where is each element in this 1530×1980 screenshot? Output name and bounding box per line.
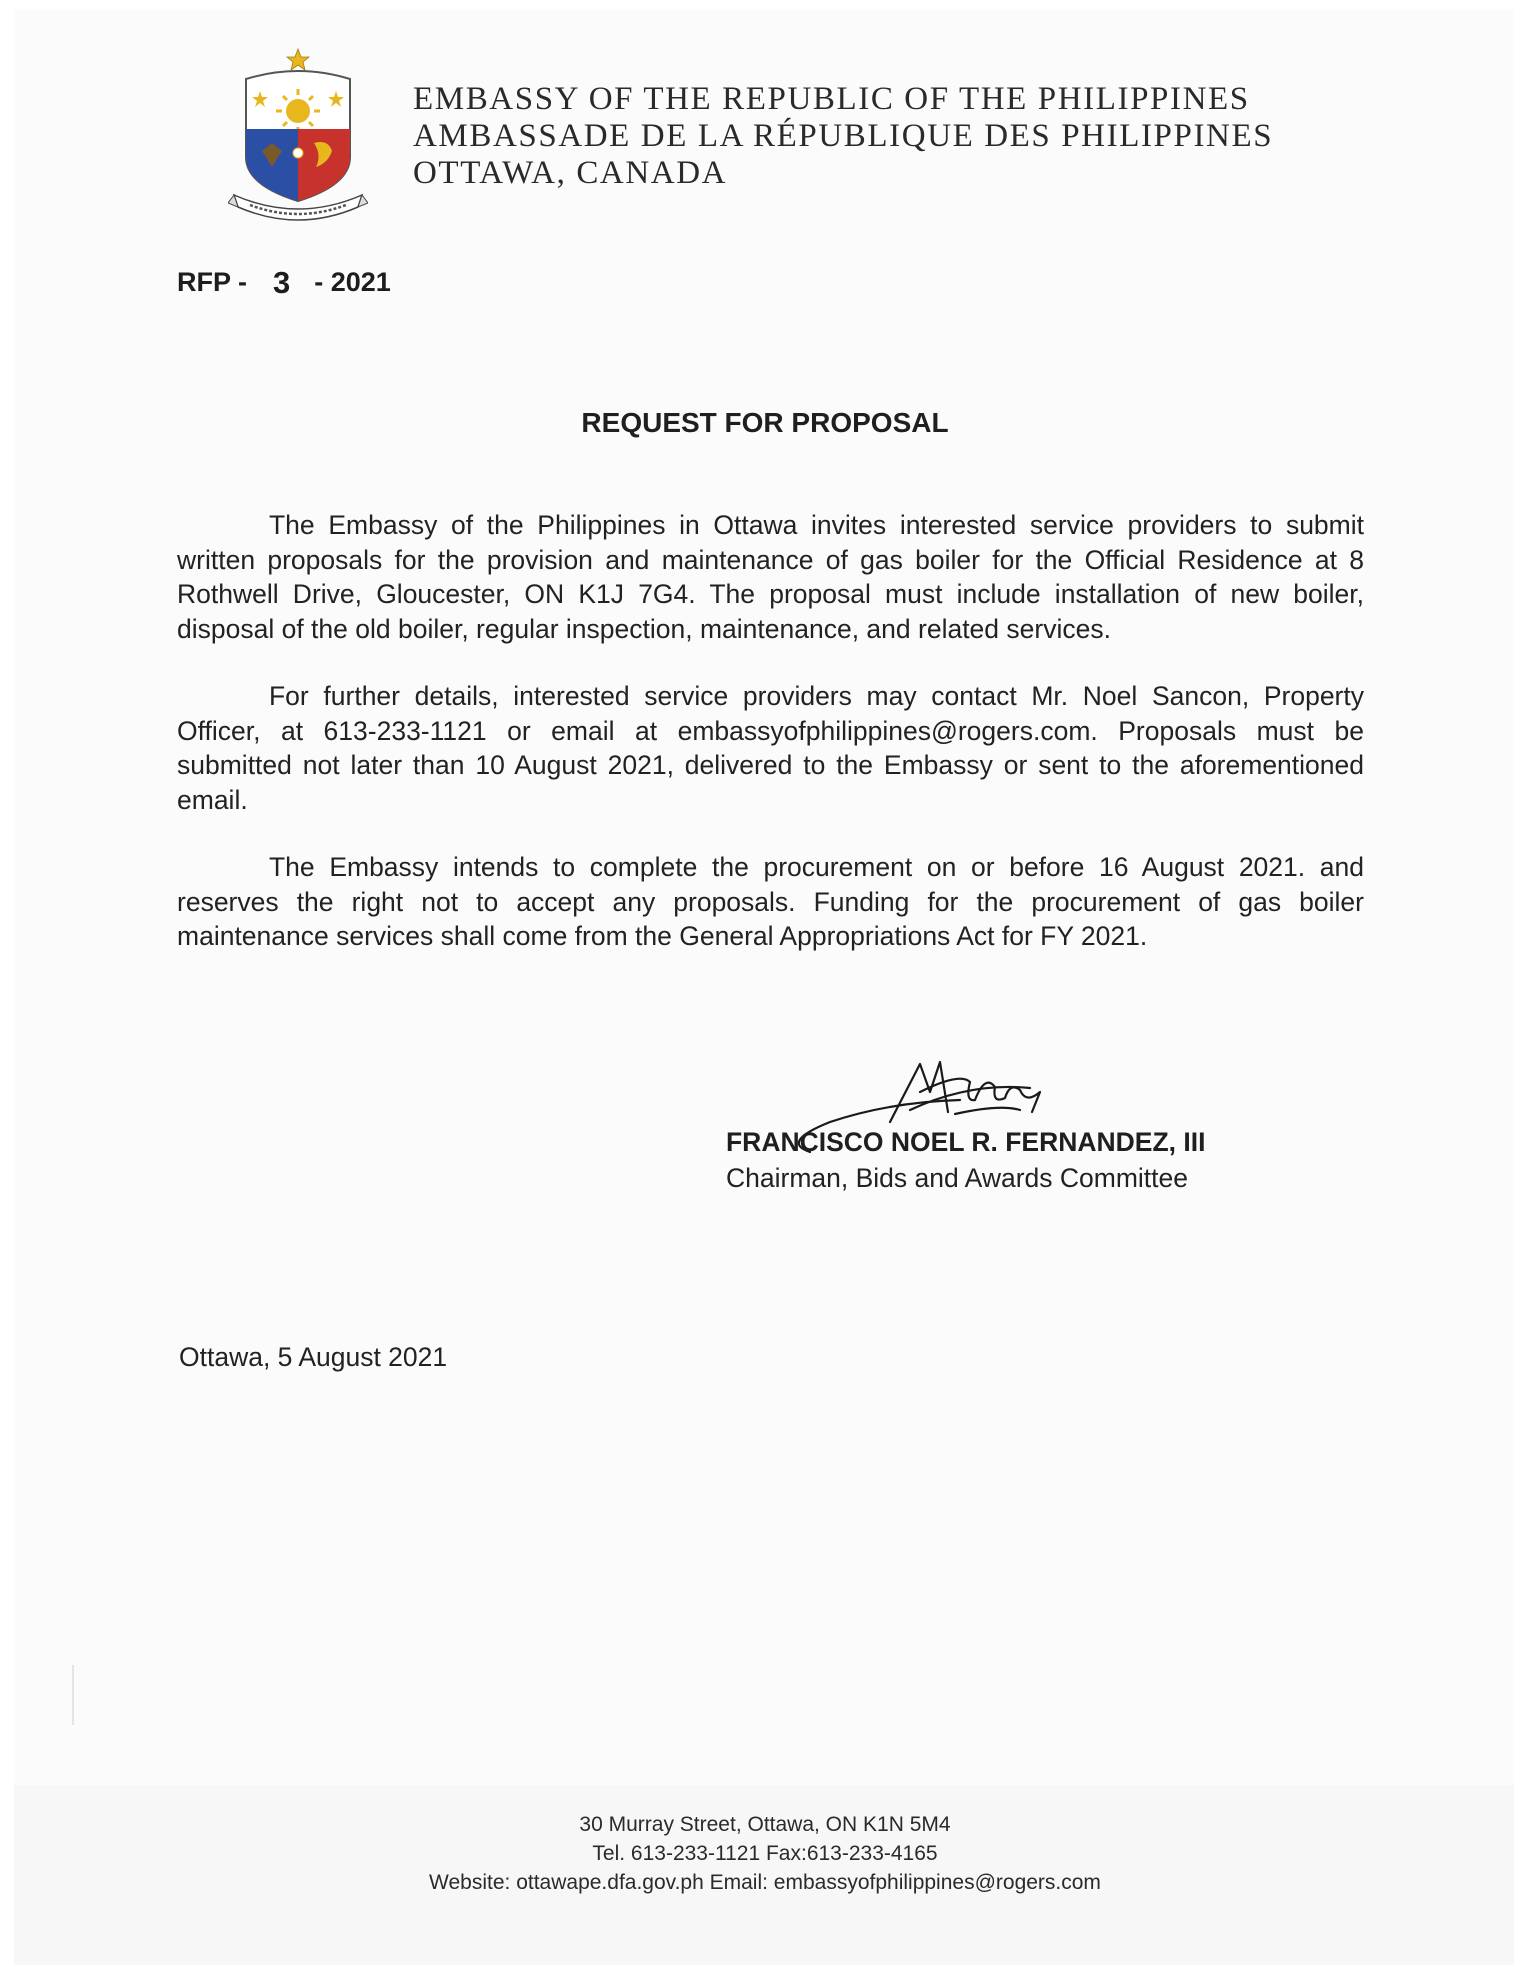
body-text [177, 508, 1364, 987]
rfp-number: 3 [273, 265, 291, 300]
embassy-name-english: EMBASSY OF THE REPUBLIC OF THE PHILIPPINES [413, 81, 1250, 117]
philippine-coat-of-arms-seal [228, 45, 368, 225]
signatory-block [726, 1124, 1205, 1196]
signatory-role: Chairman, Bids and Awards Committee [726, 1163, 1188, 1193]
embassy-name-french: AMBASSADE DE LA RÉPUBLIQUE DES PHILIPPINES [413, 118, 1274, 154]
footer-address: 30 Murray Street, Ottawa, ON K1N 5M4 [579, 1813, 951, 1836]
place-and-date: Ottawa, 5 August 2021 [179, 1342, 448, 1372]
embassy-name-block [413, 81, 1273, 192]
letterhead [228, 45, 1328, 225]
rfp-year: - 2021 [314, 267, 391, 297]
rfp-reference [177, 263, 391, 299]
footer-phone-fax: Tel. 613-233-1121 Fax:613-233-4165 [592, 1842, 938, 1865]
document-title: REQUEST FOR PROPOSAL [581, 407, 949, 438]
rfp-prefix: RFP - [177, 267, 248, 297]
document-page [14, 10, 1514, 1965]
signatory-name: FRANCISCO NOEL R. FERNANDEZ, III [726, 1127, 1206, 1157]
footer-website-email: Website: ottawape.dfa.gov.ph Email: embassyofphilippines@rogers.com [429, 1871, 1101, 1894]
paragraph-invitation: The Embassy of the Philippines in Ottawa invites interested service providers to submit written proposals for the provision and maintenance of gas boiler for the Official Residence at 8 Rothwell Drive, Gloucester, ON K1J 7G4. The proposal must include installation of new boiler, disposal of the old boiler, regular inspection, maintenance, and related services. [177, 510, 1364, 644]
paragraph-completion: The Embassy intends to complete the procurement on or before 16 August 2021. and reserves the right not to accept any proposals. Funding for the procurement of gas boiler maintenance services shall come from the General Appropriations Act for FY 2021. [177, 852, 1364, 951]
embassy-city: OTTAWA, CANADA [413, 155, 728, 191]
letter-footer [0, 1810, 1530, 1897]
scan-margin-mark [72, 1665, 74, 1725]
paragraph-contact: For further details, interested service providers may contact Mr. Noel Sancon, Property Officer, at 613-233-1121 or email at embassyofphilippines@rogers.com. Proposals must be submitted not later than 10 August 2021, delivered to the Embassy or sent to the aforementioned email. [177, 681, 1364, 815]
